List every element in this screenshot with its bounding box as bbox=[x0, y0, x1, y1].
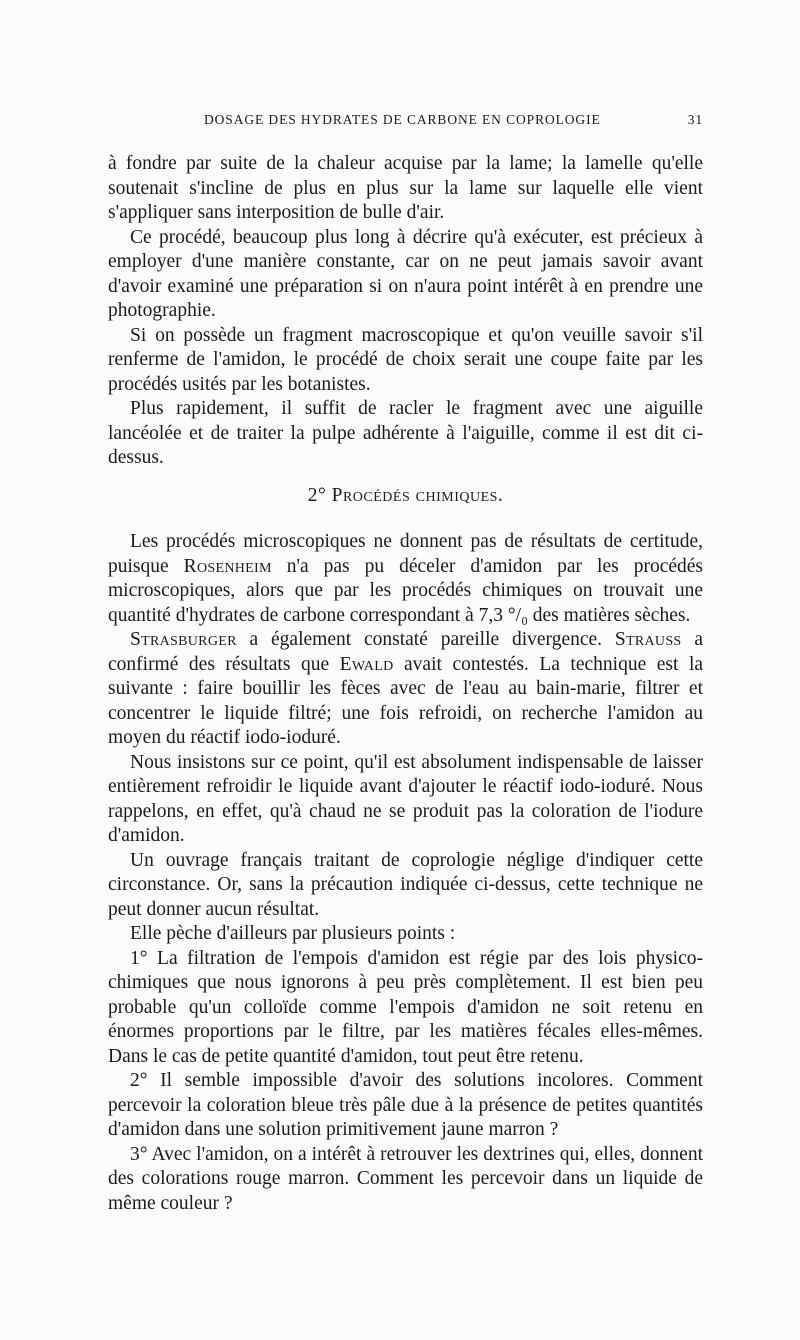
author-name: Ewald bbox=[339, 653, 394, 675]
paragraph: Si on possède un fragment macroscopique et qu'on veuille savoir s'il renferme de l'amidon, le procédé de choix serait une coupe faite par les procédés usités par les botanistes. bbox=[108, 324, 703, 395]
text-run: a confirmé des résultats que bbox=[108, 629, 703, 675]
paragraph: Elle pèche d'ailleurs par plusieurs points : bbox=[130, 923, 456, 944]
paragraph: 3° Avec l'amidon, on a intérêt à retrouver les dextrines qui, elles, donnent des colorations rouge marron. Comment les percevoir dans un liquide de même couleur ? bbox=[108, 1143, 703, 1214]
page-body bbox=[108, 112, 703, 1216]
paragraph bbox=[108, 530, 703, 628]
paragraph: à fondre par suite de la chaleur acquise par la lame; la lamelle qu'elle soutenait s'incline de plus en plus sur la lame sur laquelle elle vient s'appliquer sans interposition de bulle d'air. bbox=[108, 153, 703, 223]
paragraph: Nous insistons sur ce point, qu'il est absolument indispensable de laisser entièrement refroidir le liquide avant d'ajouter le réactif iodo-ioduré. Nous rappelons, en effet, qu'à chaud ne se produit pas la coloration de l'iodure d'amidon. bbox=[108, 751, 703, 846]
paragraph: 1° La filtration de l'empois d'amidon est régie par des lois physico-chimiques que nous ignorons à peu près complètement. Il est bien peu probable qu'un colloïde comme l'empois d'amidon ne soit retenu en énormes proportions par le filtre, par les matières fécales elles-mêmes. Dans le cas de petite quantité d'amidon, tout peut être retenu. bbox=[108, 947, 703, 1067]
author-name: Rosenheim bbox=[183, 555, 272, 577]
running-title: DOSAGE DES HYDRATES DE CARBONE EN COPROLOGIE bbox=[204, 112, 601, 127]
paragraph: Un ouvrage français traitant de coprologie néglige d'indiquer cette circonstance. Or, sans la précaution indiquée ci-dessus, cette technique ne peut donner aucun résultat. bbox=[108, 849, 703, 920]
text-run: n'a pas pu déceler d'amidon par les procédés microscopiques, alors que par les procédés chimiques on trouvait une quantité d'hydrates de carbone correspondant à 7,3 °/₀ des matières sèches. bbox=[108, 555, 703, 626]
paragraph: Plus rapidement, il suffit de racler le fragment avec une aiguille lancéolée et de traiter la pulpe adhérente à l'aiguille, comme il est dit ci-dessus. bbox=[108, 398, 703, 468]
running-header bbox=[108, 112, 703, 128]
text-run: avait contestés. La technique est la suivante : faire bouillir les fèces avec de l'eau au bain-marie, filtrer et concentrer le liquide filtré; une fois refroidi, on recherche l'amidon au moyen du réactif iodo-ioduré. bbox=[108, 653, 704, 748]
author-name: Strauss bbox=[614, 629, 682, 650]
text-run: Les procédés microscopiques ne donnent pas de résultats de certitude, puisque bbox=[108, 531, 703, 577]
paragraph bbox=[108, 628, 703, 751]
author-name: Strasburger bbox=[130, 629, 237, 650]
paragraph: Ce procédé, beaucoup plus long à décrire qu'à exécuter, est précieux à employer d'une manière constante, car on ne peut jamais savoir avant d'avoir examiné une préparation si on n'aura point intérêt à en prendre une photographie. bbox=[108, 226, 703, 321]
section-heading: 2° Procédés chimiques. bbox=[307, 484, 504, 506]
paragraph: 2° Il semble impossible d'avoir des solutions incolores. Comment percevoir la coloration bleue très pâle due à la présence de petites quantités d'amidon dans une solution primitivement jaune marron ? bbox=[108, 1070, 703, 1140]
text-run: a également constaté pareille divergence. bbox=[249, 629, 603, 650]
page-number: 31 bbox=[687, 112, 703, 127]
